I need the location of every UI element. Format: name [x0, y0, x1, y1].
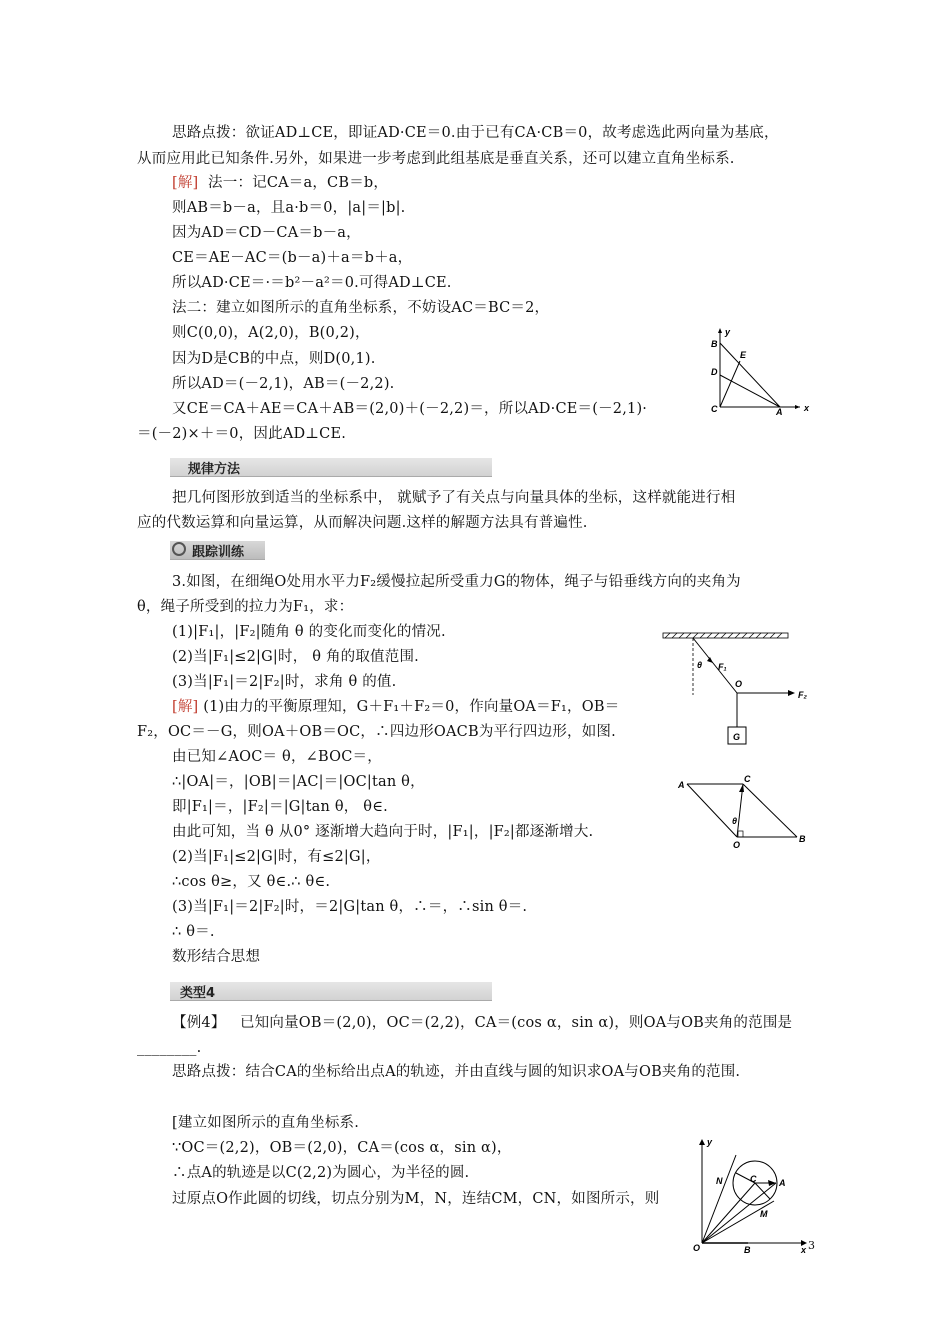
- text-line: 思路点拨：欲证AD⊥CE，即证AD·CE＝0.由于已有CA·CB＝0，故考虑选此两向量为基底，: [172, 125, 779, 141]
- text-line: CE＝AE－AC＝(b－a)＋a＝b＋a，: [172, 250, 413, 266]
- solution-tag: [解]: [172, 699, 199, 715]
- type-band-title: 类型4: [180, 986, 216, 1001]
- origin-label: O: [693, 1243, 701, 1253]
- text-line: 把几何图形放到适当的坐标系中， 就赋予了有关点与向量具体的坐标，这样就能进行相: [172, 490, 736, 506]
- text-line: 因为AD＝CD－CA＝b－a，: [172, 225, 361, 241]
- text-line: 即|F₁|＝，|F₂|＝|G|tan θ， θ∈.: [172, 799, 388, 815]
- point-e-label: E: [740, 350, 747, 360]
- point-a-label: A: [678, 780, 685, 790]
- text-line: ∴cos θ≥，又 θ∈.∴ θ∈.: [172, 874, 331, 890]
- text-line: ∴ θ＝.: [172, 924, 215, 940]
- point-d-label: D: [711, 367, 718, 377]
- text-line: 所以AD·CE＝·＝b²－a²＝0.可得AD⊥CE.: [172, 275, 452, 291]
- x-axis-label: x: [804, 403, 810, 413]
- example-line: [172, 1013, 792, 1033]
- triangle-coordinate-figure: [700, 325, 815, 420]
- theta-label: θ: [697, 660, 703, 670]
- text-line: [建立如图所示的直角坐标系.: [172, 1115, 360, 1131]
- point-o-label: O: [733, 840, 741, 850]
- point-m-label: M: [760, 1209, 768, 1219]
- point-c-label: C: [744, 774, 751, 784]
- y-axis-label: y: [707, 1137, 713, 1147]
- text-line: ＝(－2)×＋＝0，因此AD⊥CE.: [137, 426, 347, 442]
- point-a-label: A: [776, 407, 783, 417]
- text-line: 则AB＝b－a，且a·b＝0，|a|＝|b|.: [172, 200, 406, 216]
- text-line: (2)当|F₁|≤2|G|时， θ 角的取值范围.: [172, 649, 419, 665]
- point-b-label: B: [799, 834, 806, 844]
- text-line: (3)当|F₁|＝2|F₂|时，求角 θ 的值.: [172, 674, 397, 690]
- text-line: 3.如图，在细绳O处用水平力F₂缓慢拉起所受重力G的物体，绳子与铅垂线方向的夹角为: [172, 574, 741, 590]
- page-mark: 3: [808, 1239, 816, 1252]
- point-c-label: C: [750, 1174, 757, 1184]
- f2-label: F₂: [798, 690, 807, 700]
- text-line: 所以AD＝(－2,1)，AB＝(－2,2).: [172, 376, 395, 392]
- text-span: 法一：记CA＝a，CB＝b，: [208, 175, 389, 191]
- text-line: 则C(0,0)，A(2,0)，B(0,2)，: [172, 325, 370, 341]
- text-line: θ，绳子所受到的拉力为F₁，求：: [137, 599, 354, 615]
- y-axis-label: y: [725, 327, 731, 337]
- text-line: (2)当|F₁|≤2|G|时，有≤2|G|，: [172, 849, 381, 865]
- circle-tangent-figure: [680, 1135, 820, 1260]
- method-band-title: 规律方法: [188, 462, 241, 477]
- text-line: F₂，OC＝－G，则OA＋OB＝OC，∴四边形OACB为平行四边形，如图.: [137, 724, 616, 740]
- point-n-label: N: [716, 1176, 723, 1186]
- text-span: (1)由力的平衡原理知，G＋F₁＋F₂＝0，作向量OA＝F₁，OB＝: [203, 699, 620, 715]
- text-line: 法二：建立如图所示的直角坐标系，不妨设AC＝BC＝2，: [172, 300, 550, 316]
- point-b-label: B: [711, 339, 718, 349]
- solution-line: [172, 697, 619, 717]
- text-line: ∴点A的轨迹是以C(2,2)为圆心，为半径的圆.: [172, 1165, 470, 1181]
- point-c-label: C: [711, 404, 718, 414]
- text-line: 应的代数运算和向量运算，从而解决问题.这样的解题方法具有普遍性.: [137, 515, 588, 531]
- text-line: ∵OC＝(2,2)，OB＝(2,0)，CA＝(cos α，sin α)，: [172, 1140, 512, 1156]
- text-line: 由此可知，当 θ 从0° 逐渐增大趋向于时，|F₁|，|F₂|都逐渐增大.: [172, 824, 594, 840]
- training-band-title: 跟踪训练: [192, 545, 245, 560]
- text-line: 因为D是CB的中点，则D(0,1).: [172, 351, 376, 367]
- text-line: 从而应用此已知条件.另外，如果进一步考虑到此组基底是垂直关系，还可以建立直角坐标系.: [137, 151, 735, 167]
- text-line: 过原点O作此圆的切线，切点分别为M，N，连结CM，CN，如图所示，则: [172, 1191, 660, 1207]
- text-line: (3)当|F₁|＝2|F₂|时，＝2|G|tan θ，∴＝，∴sin θ＝.: [172, 899, 528, 915]
- text-line: 思路点拨：结合CA的坐标给出点A的轨迹，并由直线与圆的知识求OA与OB夹角的范围.: [172, 1064, 741, 1080]
- g-label: G: [733, 732, 741, 742]
- type-band: [170, 982, 492, 1001]
- parallelogram-figure: [675, 772, 815, 852]
- point-b-label: B: [744, 1245, 751, 1255]
- x-axis-label: x: [801, 1245, 807, 1255]
- solution-tag: [解]: [172, 175, 199, 191]
- text-span: 已知向量OB＝(2,0)，OC＝(2,2)，CA＝(cos α，sin α)，则OA与OB夹角的范围是: [239, 1015, 793, 1031]
- answer-blank: ________.: [137, 1040, 202, 1056]
- rope-force-figure: [655, 625, 820, 755]
- solution-line: [172, 173, 388, 193]
- theta-label: θ: [732, 816, 738, 826]
- point-a-label: A: [779, 1178, 786, 1188]
- example-tag: 【例4】: [172, 1015, 226, 1031]
- f1-label: F₁: [718, 662, 727, 672]
- point-o-label: O: [735, 679, 743, 689]
- target-icon: [172, 542, 186, 556]
- text-line: ∴|OA|＝，|OB|＝|AC|＝|OC|tan θ，: [172, 774, 425, 790]
- text-line: 数形结合思想: [172, 949, 261, 965]
- text-line: 由已知∠AOC＝ θ，∠BOC＝，: [172, 749, 382, 765]
- text-line: (1)|F₁|，|F₂|随角 θ 的变化而变化的情况.: [172, 624, 446, 640]
- text-line: 又CE＝CA＋AE＝CA＋AB＝(2,0)＋(－2,2)＝，所以AD·CE＝(－2,1)·: [172, 401, 648, 417]
